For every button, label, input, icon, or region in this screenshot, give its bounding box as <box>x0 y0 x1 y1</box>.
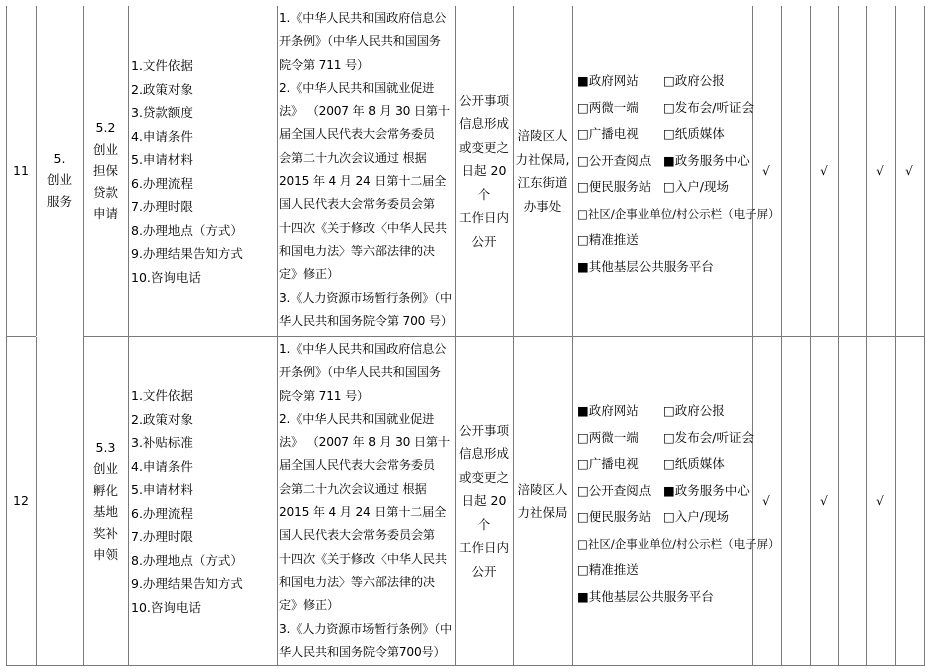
channel-option: ■其他基层公共服务平台 <box>577 258 714 274</box>
channel-option: □入户/现场 <box>663 179 730 194</box>
channel-row <box>577 398 780 425</box>
basis-cell <box>279 7 454 333</box>
basis-line: 1.《中华人民共和国政府信息公 <box>279 11 447 25</box>
channel-option: □公开查阅点 <box>577 152 652 168</box>
channel-row <box>577 425 780 452</box>
channel-option: □政府公报 <box>663 403 725 418</box>
basis-line: 届全国人民代表大会常务委员 <box>279 127 435 142</box>
category-cell: 5. 创业 服务 <box>46 150 72 209</box>
basis-line: 3.《人力资源市场暂行条例》（中 <box>279 621 452 636</box>
channel-row <box>577 531 780 558</box>
basis-line: 国人民代表大会常务委员会第 <box>279 528 435 543</box>
channel-option: □便民服务站 <box>577 509 652 524</box>
channel-row <box>577 584 780 611</box>
basis-line: 十四次《关于修改〈中华人民共 <box>279 220 447 235</box>
basis-line: 2.《中华人民共和国就业促进 <box>279 411 435 426</box>
element-item: 10.咨询电话 <box>131 269 201 285</box>
subject-cell: 涪陵区人 力社保局 <box>517 481 568 520</box>
element-item: 2.政策对象 <box>131 411 193 427</box>
channel-option: □精准推送 <box>577 232 639 247</box>
channel-option: □两微一端 <box>577 429 639 445</box>
basis-line: 和国电力法〉等六部法律的决 <box>279 243 435 258</box>
channel-row <box>577 227 780 254</box>
check-mark: √ <box>762 494 770 508</box>
check-mark: √ <box>876 494 884 508</box>
basis-line: 2.《中华人民共和国就业促进 <box>279 80 435 95</box>
channel-row <box>577 557 780 584</box>
basis-line: 国人民代表大会常务委员会第 <box>279 197 435 212</box>
channel-row <box>577 478 780 505</box>
channel-option: □社区/企事业单位/村公示栏（电子屏） <box>577 206 780 221</box>
channel-row <box>577 254 780 281</box>
element-item: 6.办理流程 <box>131 505 193 521</box>
element-item: 4.申请条件 <box>131 128 193 144</box>
channel-option: ■政府网站 <box>577 73 639 88</box>
channel-option: □社区/企事业单位/村公示栏（电子屏） <box>577 536 780 551</box>
element-item: 7.办理时限 <box>131 529 193 544</box>
element-item: 3.贷款额度 <box>131 105 193 120</box>
element-item: 4.申请条件 <box>131 458 193 474</box>
channel-row <box>577 148 780 175</box>
channel-option: ■政务服务中心 <box>663 482 750 498</box>
basis-line: 3.《人力资源市场暂行条例》（中 <box>279 290 452 305</box>
channel-option: □发布会/听证会 <box>663 99 755 115</box>
channel-row <box>577 174 780 201</box>
channel-option: □两微一端 <box>577 99 639 115</box>
channels-cell <box>577 398 780 610</box>
basis-line: 定》修正） <box>279 598 339 613</box>
check-mark: √ <box>820 164 828 178</box>
channel-option: ■其他基层公共服务平台 <box>577 588 714 604</box>
channel-row <box>577 201 780 228</box>
channel-option: ■政府网站 <box>577 403 639 418</box>
basis-line: 法》 （2007 年 8 月 30 日第十 <box>279 435 450 450</box>
item-cell: 5.2 创业 担保 贷款 申请 <box>92 120 118 222</box>
basis-line: 开条例》（中华人民共和国国务 <box>279 365 441 380</box>
element-item: 1.文件依据 <box>131 58 193 73</box>
channel-option: □广播电视 <box>577 456 639 471</box>
col-border <box>924 6 925 666</box>
check-mark: √ <box>762 164 770 178</box>
subject-cell: 涪陵区人 力社保局, 江东街道 办事处 <box>515 128 570 214</box>
element-item: 9.办理结果告知方式 <box>131 576 243 591</box>
basis-line: 2015 年 4 月 24 日第十二届全 <box>279 174 447 189</box>
basis-line: 会第二十九次会议通过 根据 <box>279 150 427 165</box>
element-item: 5.申请材料 <box>131 152 193 167</box>
element-item: 5.申请材料 <box>131 482 193 497</box>
elements-list <box>131 54 276 289</box>
basis-line: 十四次《关于修改〈中华人民共 <box>279 551 447 566</box>
basis-line: 1.《中华人民共和国政府信息公 <box>279 342 447 356</box>
basis-line: 法》 （2007 年 8 月 30 日第十 <box>279 104 450 119</box>
check-mark: √ <box>820 494 828 508</box>
channel-option: □入户/现场 <box>663 509 730 524</box>
basis-line: 华人民共和国务院令第700号） <box>279 644 446 659</box>
element-item: 2.政策对象 <box>131 81 193 97</box>
basis-line: 2015 年 4 月 24 日第十二届全 <box>279 505 447 520</box>
element-item: 6.办理流程 <box>131 175 193 191</box>
element-item: 9.办理结果告知方式 <box>131 246 243 261</box>
channel-option: □政府公报 <box>663 73 725 88</box>
basis-line: 和国电力法〉等六部法律的决 <box>279 574 435 589</box>
element-item: 7.办理时限 <box>131 199 193 214</box>
channel-row <box>577 451 780 478</box>
elements-list <box>131 384 276 619</box>
channel-row <box>577 68 780 95</box>
row-index: 11 <box>13 163 29 179</box>
channel-option: □纸质媒体 <box>663 456 725 471</box>
check-mark: √ <box>905 164 913 178</box>
channel-option: □精准推送 <box>577 562 639 577</box>
basis-cell <box>279 338 454 664</box>
basis-line: 院令第 711 号） <box>279 388 369 403</box>
item-cell: 5.3 创业 孵化 基地 奖补 申领 <box>92 439 118 562</box>
channel-option: ■政务服务中心 <box>663 152 750 168</box>
channel-option: □便民服务站 <box>577 179 652 194</box>
channel-option: □发布会/听证会 <box>663 429 755 445</box>
basis-line: 届全国人民代表大会常务委员 <box>279 458 435 473</box>
element-item: 8.办理地点（方式） <box>131 222 243 238</box>
element-item: 10.咨询电话 <box>131 599 201 615</box>
channel-row <box>577 121 780 148</box>
channel-option: □纸质媒体 <box>663 126 725 141</box>
basis-line: 院令第 711 号） <box>279 57 369 72</box>
element-item: 1.文件依据 <box>131 388 193 403</box>
element-item: 8.办理地点（方式） <box>131 552 243 568</box>
time-limit-cell: 公开事项 信息形成 或变更之 日起 20 个 工作日内 公开 <box>458 422 509 579</box>
row-index: 12 <box>13 493 29 509</box>
row-divider <box>6 665 924 666</box>
channel-row <box>577 504 780 531</box>
element-item: 3.补贴标准 <box>131 435 193 450</box>
basis-line: 华人民共和国务院令第 700 号） <box>279 313 453 328</box>
channel-option: □公开查阅点 <box>577 482 652 498</box>
basis-line: 开条例》（中华人民共和国国务 <box>279 34 441 49</box>
basis-line: 会第二十九次会议通过 根据 <box>279 481 427 496</box>
channel-row <box>577 95 780 122</box>
channel-option: □广播电视 <box>577 126 639 141</box>
time-limit-cell: 公开事项 信息形成 或变更之 日起 20 个 工作日内 公开 <box>458 92 509 249</box>
check-mark: √ <box>876 164 884 178</box>
channels-cell <box>577 68 780 280</box>
basis-line: 定》修正） <box>279 267 339 282</box>
